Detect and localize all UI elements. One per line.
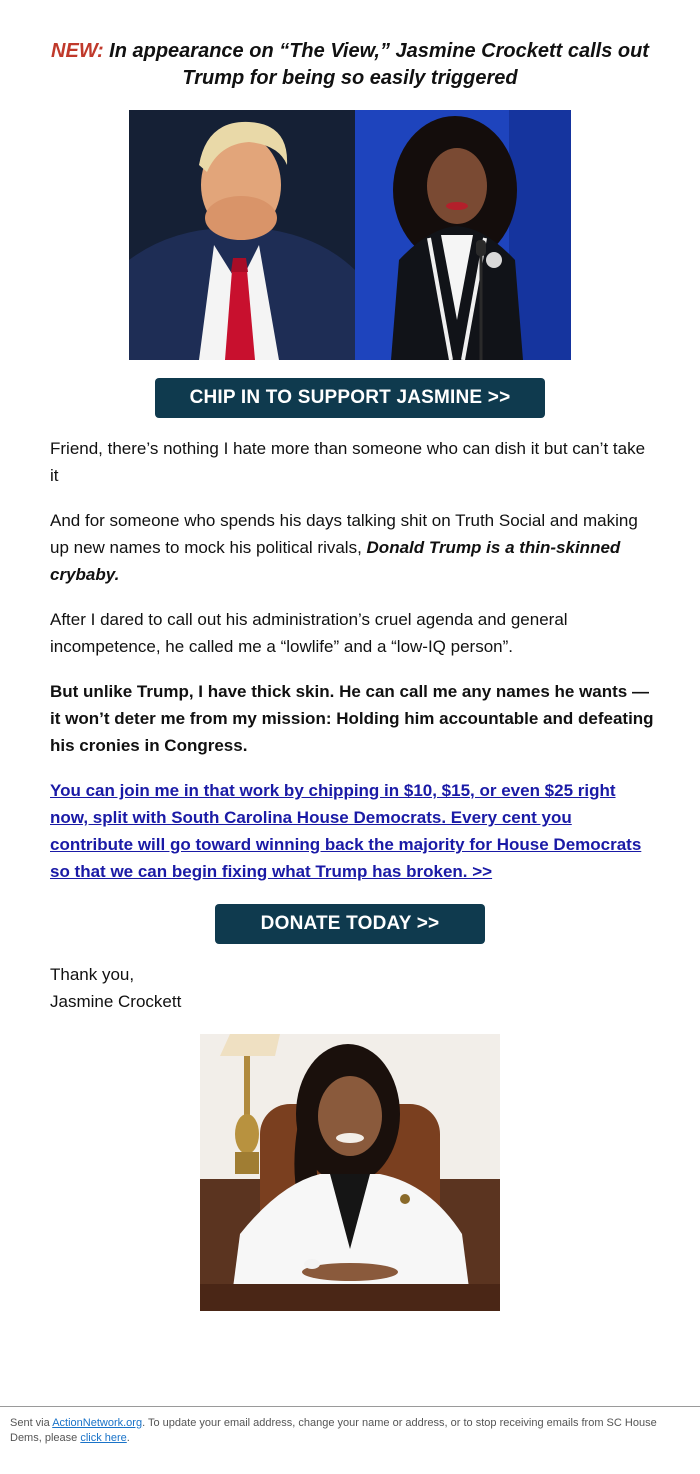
signoff (50, 961, 181, 1015)
paragraph-truth-social (50, 507, 655, 588)
paragraph-donate-link (50, 777, 655, 885)
headline-text: In appearance on “The View,” Jasmine Crockett calls out Trump for being so easily triggered (103, 40, 649, 89)
signoff-name: Jasmine Crockett (50, 992, 182, 1011)
footer (10, 1416, 680, 1446)
headline (40, 38, 660, 92)
chip-in-button[interactable]: CHIP IN TO SUPPORT JASMINE >> (155, 378, 545, 418)
portrait-image[interactable] (200, 1034, 500, 1311)
paragraph-intro: Friend, there’s nothing I hate more than someone who can dish it but can’t take it (50, 439, 646, 485)
footer-middle-text: . To update your email address, change your name or address, or to stop receiving emails from SC House Dems, please (10, 1417, 657, 1444)
hero-image[interactable] (129, 110, 571, 360)
footer-click-here-link[interactable]: click here (80, 1432, 127, 1444)
footer-sent-via: Sent via (10, 1417, 53, 1429)
donate-button[interactable]: DONATE TODAY >> (215, 904, 485, 944)
footer-actionnetwork-link[interactable]: ActionNetwork.org (52, 1417, 143, 1429)
footer-end: . (126, 1432, 130, 1444)
signoff-thanks: Thank you, (50, 965, 135, 984)
paragraph-lowlife: After I dared to call out his administration’s cruel agenda and general incompetence, he called me a “lowlife” and a “low-IQ person”. (50, 610, 568, 656)
paragraph-emphasis: Donald Trump is a thin-skinned crybaby. (50, 538, 621, 584)
footer-divider (0, 1406, 700, 1407)
donate-text-link[interactable]: You can join me in that work by chipping in $10, $15, or even $25 right now, split with South Carolina House Democrats. Every cent you contribute will go toward winning back the majority for House Democrats so that we can begin fixing what Trump has broken. >> (50, 781, 642, 881)
paragraph-thick-skin: But unlike Trump, I have thick skin. He can call me any names he wants — it won’t deter me from my mission: Holding him accountable and defeating his cronies in Congress. (50, 682, 654, 755)
paragraph-truth-social-text: And for someone who spends his days talking shit on Truth Social and making up new names to mock his political rivals, (50, 511, 638, 557)
headline-new-tag: NEW: (51, 40, 104, 62)
